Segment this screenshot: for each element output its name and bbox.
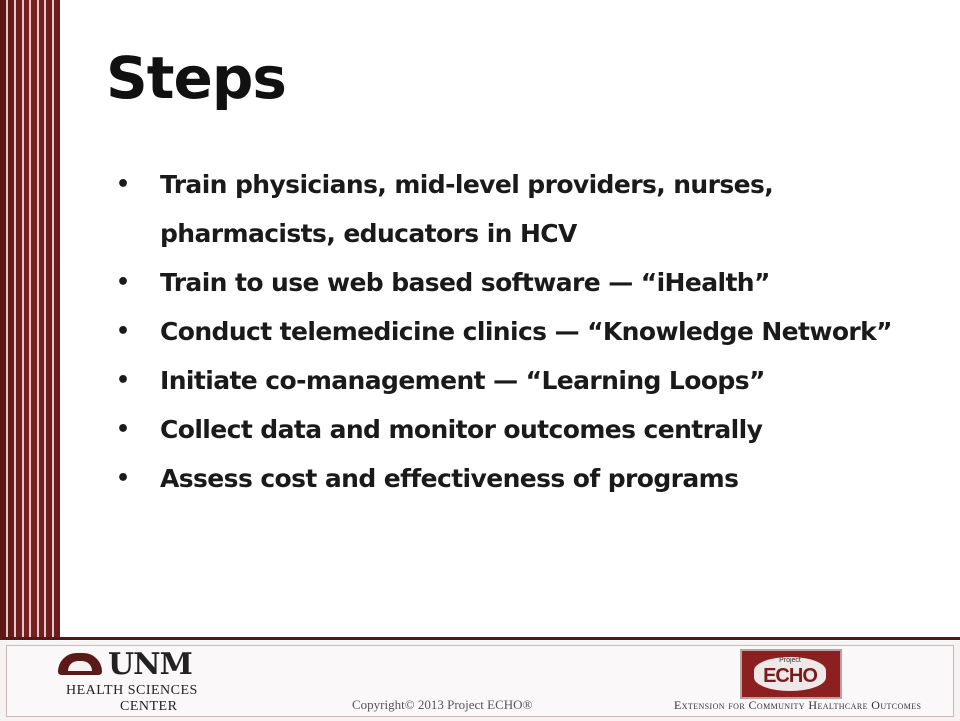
unm-emblem-icon — [58, 653, 102, 675]
bullet-item — [112, 160, 932, 258]
bullet-icon: • — [116, 417, 130, 442]
bullet-list — [112, 160, 932, 503]
bullet-item — [112, 307, 932, 356]
bullet-text: Train physicians, mid-level providers, nurses, pharmacists, educators in HCV — [160, 170, 774, 248]
echo-project-label: Project — [779, 657, 801, 664]
bullet-icon: • — [116, 172, 130, 197]
unm-hsc-logo — [58, 649, 218, 715]
echo-registered-mark: ® — [842, 648, 849, 658]
bullet-text: Initiate co-management — “Learning Loops” — [160, 366, 765, 395]
bullet-icon: • — [116, 466, 130, 491]
slide-footer — [0, 640, 960, 721]
echo-logo-oval — [754, 657, 826, 691]
bullet-text: Assess cost and effectiveness of programs — [160, 464, 739, 493]
unm-logo-line1: HEALTH SCIENCES — [66, 683, 198, 698]
bullet-icon: • — [116, 368, 130, 393]
bullet-text: Train to use web based software — “iHealth” — [160, 268, 770, 297]
bullet-icon: • — [116, 270, 130, 295]
project-echo-logo — [740, 648, 849, 699]
slide-title: Steps — [106, 44, 286, 112]
left-decorative-bar — [0, 0, 60, 637]
unm-logo-text: UNM — [108, 647, 192, 682]
unm-logo-line2: CENTER — [120, 699, 178, 714]
bullet-item — [112, 405, 932, 454]
bullet-text: Collect data and monitor outcomes centrally — [160, 415, 763, 444]
bullet-item — [112, 258, 932, 307]
bullet-item — [112, 454, 932, 503]
bullet-item — [112, 356, 932, 405]
bullet-icon: • — [116, 319, 130, 344]
copyright-notice: Copyright© 2013 Project ECHO® — [352, 697, 533, 712]
echo-logo-text: ECHO — [763, 665, 817, 687]
slide-content — [60, 0, 960, 637]
echo-tagline: Extension for Community Healthcare Outcomes — [674, 698, 922, 712]
bullet-text: Conduct telemedicine clinics — “Knowledge Network” — [160, 317, 892, 346]
